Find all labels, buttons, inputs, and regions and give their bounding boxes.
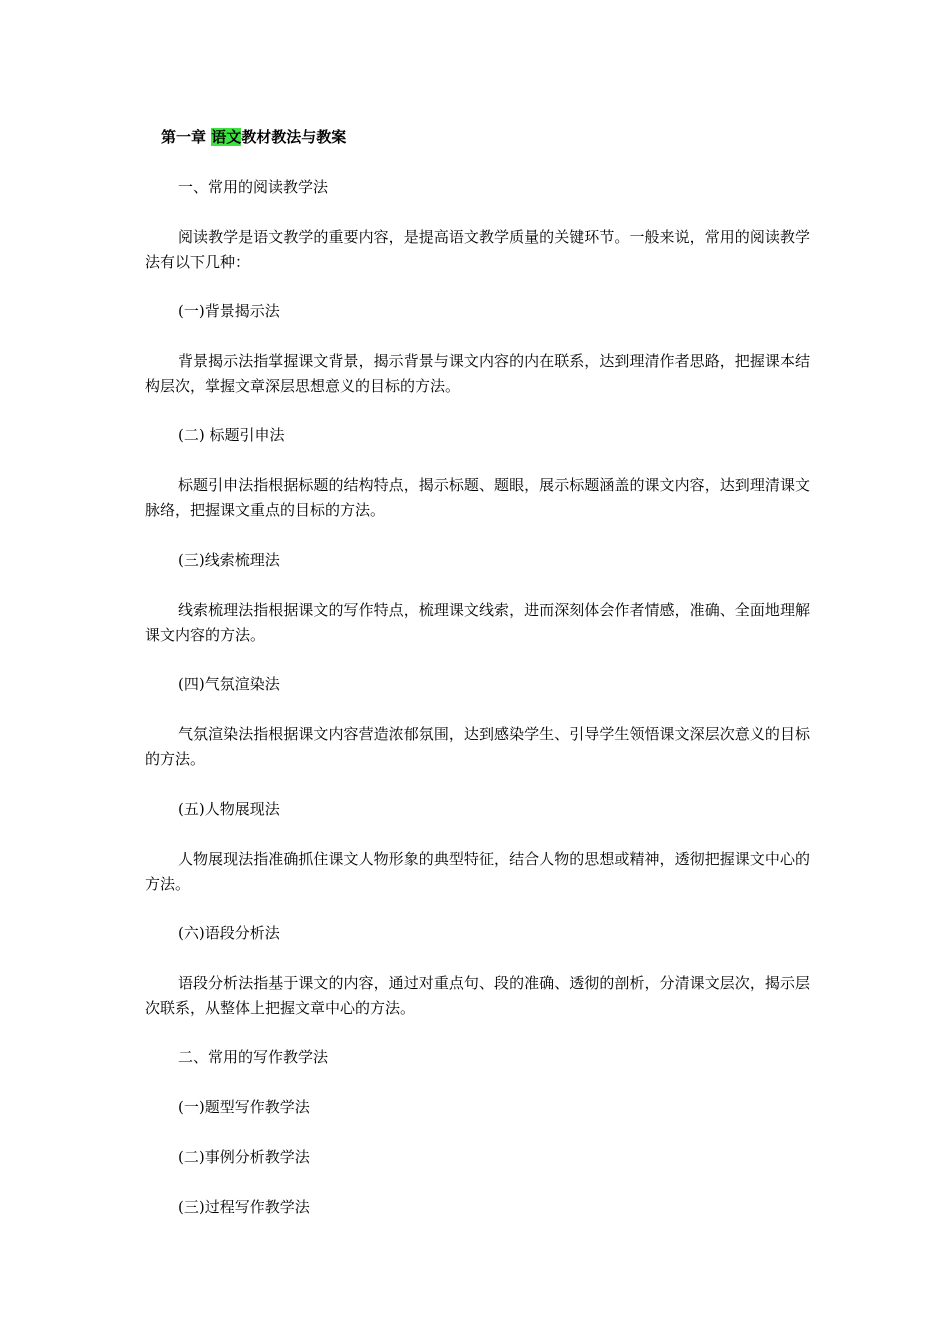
method-desc-6: 语段分析法指基于课文的内容，通过对重点句、段的准确、透彻的剖析，分清课文层次，揭示层次联系，从整体上把握文章中心的方法。 xyxy=(145,974,810,1017)
section-heading-reading: 一、常用的阅读教学法 xyxy=(178,178,329,196)
method-desc-5: 人物展现法指准确抓住课文人物形象的典型特征，结合人物的思想或精神，透彻把握课文中心的方法。 xyxy=(145,850,810,893)
writing-method-2: (二)事例分析教学法 xyxy=(178,1148,310,1166)
method-heading-2: (二) 标题引申法 xyxy=(178,426,285,444)
title-suffix: 教材教法与教案 xyxy=(241,128,347,146)
method-heading-1: (一)背景揭示法 xyxy=(178,302,280,320)
method-heading-4: (四)气氛渲染法 xyxy=(178,675,280,693)
title-prefix: 第一章 xyxy=(161,128,212,146)
method-desc-1: 背景揭示法指掌握课文背景，揭示背景与课文内容的内在联系，达到理清作者思路，把握课本结构层次，掌握文章深层思想意义的目标的方法。 xyxy=(145,352,810,395)
writing-method-1: (一)题型写作教学法 xyxy=(178,1098,310,1116)
method-desc-4: 气氛渲染法指根据课文内容营造浓郁氛围，达到感染学生、引导学生领悟课文深层次意义的目标的方法。 xyxy=(145,725,810,768)
method-heading-5: (五)人物展现法 xyxy=(178,800,280,818)
intro-paragraph: 阅读教学是语文教学的重要内容，是提高语文教学质量的关键环节。一般来说，常用的阅读教学法有以下几种： xyxy=(145,228,810,271)
method-desc-3: 线索梳理法指根据课文的写作特点，梳理课文线索，进而深刻体会作者情感，准确、全面地理解课文内容的方法。 xyxy=(145,601,810,644)
method-heading-6: (六)语段分析法 xyxy=(178,924,280,942)
chapter-title xyxy=(161,125,346,150)
section-heading-writing: 二、常用的写作教学法 xyxy=(178,1048,329,1066)
method-desc-2: 标题引申法指根据标题的结构特点，揭示标题、题眼，展示标题涵盖的课文内容，达到理清课文脉络，把握课文重点的目标的方法。 xyxy=(145,476,810,519)
title-highlight: 语文 xyxy=(211,128,242,146)
writing-method-3: (三)过程写作教学法 xyxy=(178,1198,310,1216)
method-heading-3: (三)线索梳理法 xyxy=(178,551,280,569)
